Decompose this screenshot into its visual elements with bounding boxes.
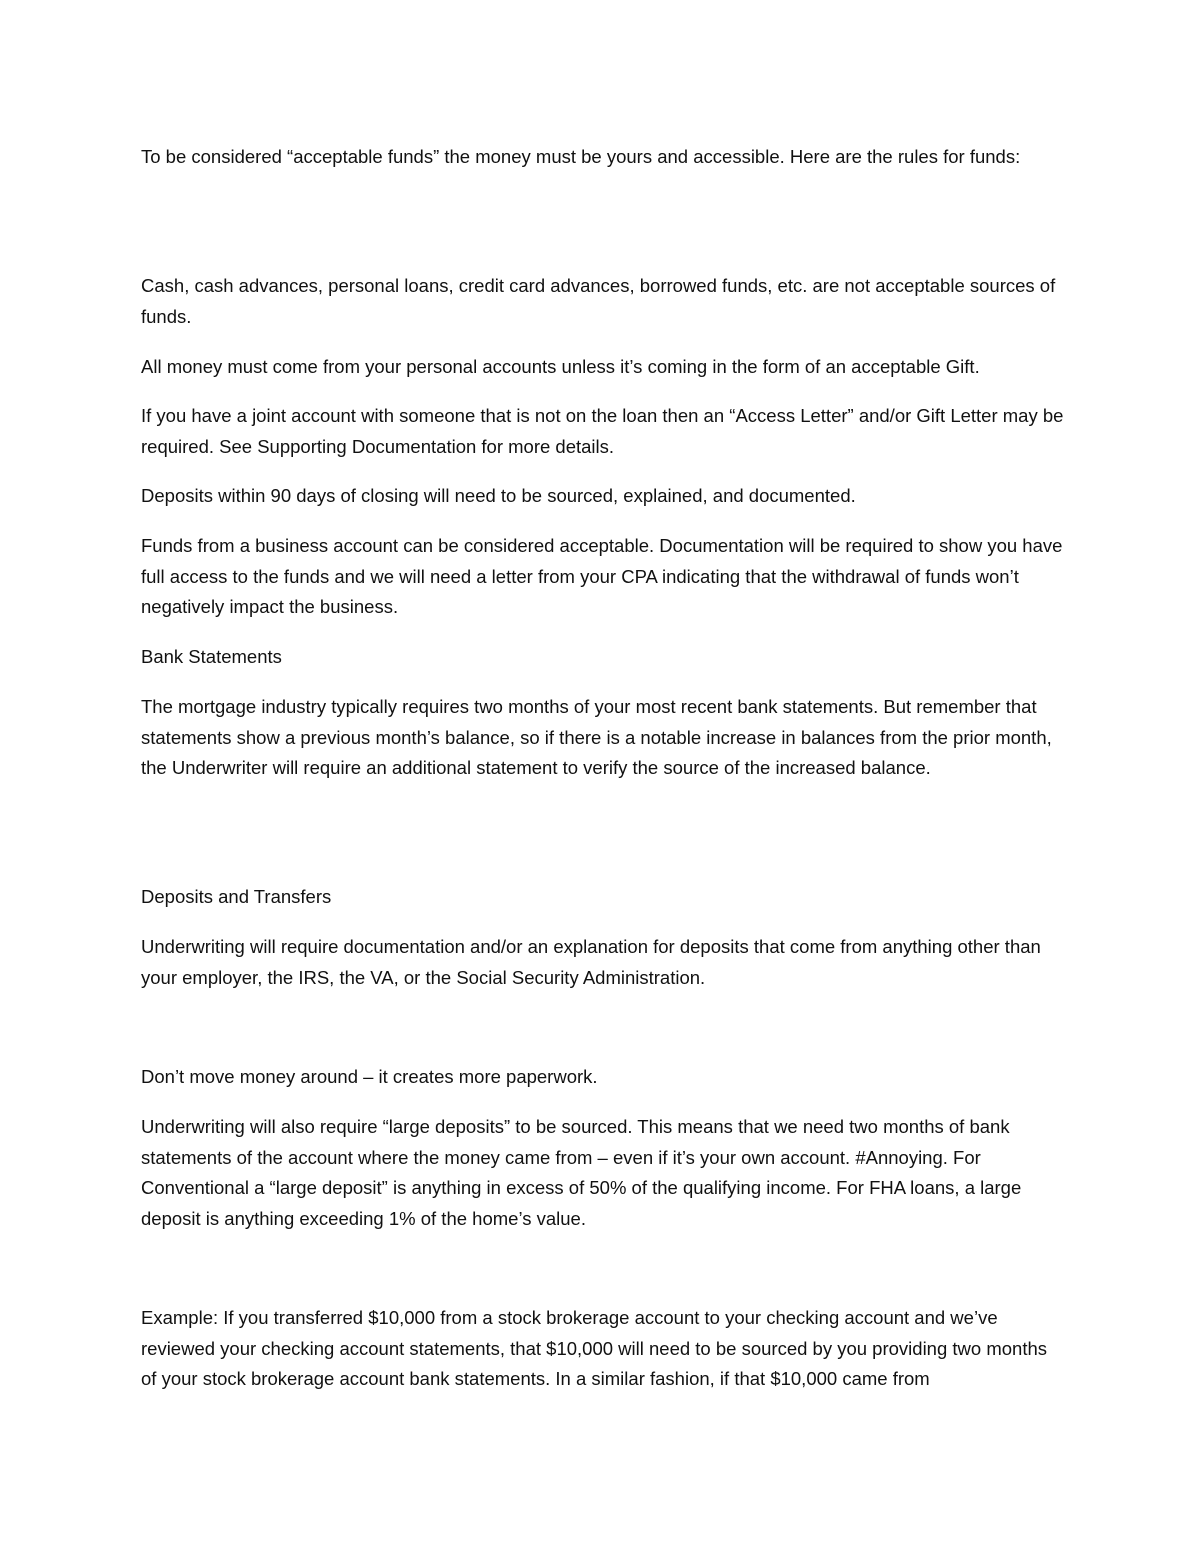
bank-statements-heading: Bank Statements [141,646,282,667]
business-account-paragraph: Funds from a business account can be considered acceptable. Documentation will be required to show you have full access to the funds and we will need a letter from your CPA indicating that the withdrawal of funds won’t negatively impact the business. [141,535,1063,617]
deposits-transfers-heading: Deposits and Transfers [141,886,332,907]
deposits-90-days-paragraph: Deposits within 90 days of closing will need to be sourced, explained, and documented. [141,485,856,506]
large-deposits-paragraph: Underwriting will also require “large deposits” to be sourced. This means that we need two months of bank statements of the account where the money came from – even if it’s your own account. #Annoying. For Conventional a “large deposit” is anything in excess of 50% of the qualifying income. For FHA loans, a large deposit is anything exceeding 1% of the home’s value. [141,1116,1022,1229]
move-money-paragraph: Don’t move money around – it creates more paperwork. [141,1066,598,1087]
intro-paragraph: To be considered “acceptable funds” the money must be yours and accessible. Here are the rules for funds: [141,146,1021,167]
joint-account-paragraph: If you have a joint account with someone that is not on the loan then an “Access Letter” and/or Gift Letter may be required. See Supporting Documentation for more details. [141,405,1064,457]
example-paragraph: Example: If you transferred $10,000 from a stock brokerage account to your checking account and we’ve reviewed your checking account statements, that $10,000 will need to be sourced by you providing two months of your stock brokerage account bank statements. In a similar fashion, if that $10,000 came from [141,1307,1047,1389]
personal-accounts-paragraph: All money must come from your personal accounts unless it’s coming in the form of an acceptable Gift. [141,356,980,377]
unacceptable-funds-paragraph: Cash, cash advances, personal loans, credit card advances, borrowed funds, etc. are not acceptable sources of funds. [141,275,1056,327]
deposits-documentation-paragraph: Underwriting will require documentation and/or an explanation for deposits that come from anything other than your employer, the IRS, the VA, or the Social Security Administration. [141,936,1041,988]
bank-statements-paragraph: The mortgage industry typically requires two months of your most recent bank statements. But remember that statements show a previous month’s balance, so if there is a notable increase in balances from the prior month, the Underwriter will require an additional statement to verify the source of the increased balance. [141,696,1052,778]
